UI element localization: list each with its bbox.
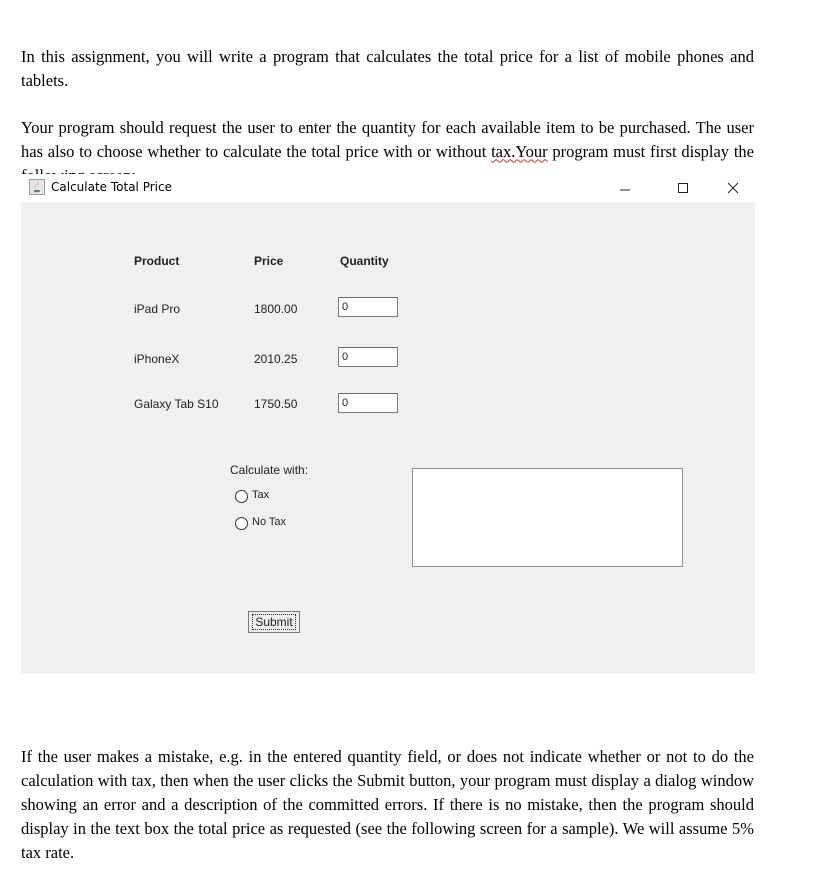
total-price-output[interactable] <box>412 468 683 567</box>
calculate-with-label: Calculate with: <box>230 463 309 477</box>
product-name-ipad: iPad Pro <box>134 302 181 316</box>
close-button[interactable] <box>721 176 745 200</box>
no-tax-radio-label: No Tax <box>252 516 287 528</box>
quantity-input-galaxy[interactable] <box>338 393 398 413</box>
no-tax-radio[interactable] <box>235 517 248 530</box>
minimize-icon <box>619 182 631 194</box>
tax-radio[interactable] <box>235 490 248 503</box>
close-icon <box>727 182 739 194</box>
tax-radio-label: Tax <box>252 489 270 501</box>
spellcheck-error-text: tax.Your <box>491 141 548 161</box>
header-quantity: Quantity <box>340 254 389 268</box>
intro-paragraph-1: In this assignment, you will write a program that calculates the total price for a list of mobile phones and tablets. <box>21 46 754 90</box>
window-title: Calculate Total Price <box>51 180 172 194</box>
quantity-input-iphone[interactable] <box>338 347 398 367</box>
header-product: Product <box>134 254 180 268</box>
maximize-icon <box>677 182 689 194</box>
minimize-button[interactable] <box>613 176 637 200</box>
intro-paragraph-2-end: program must first display the <box>552 141 754 161</box>
product-price-ipad: 1800.00 <box>254 302 298 316</box>
intro-paragraph-2-start: Your program should request the user to enter the quantity for each available item to be purchased. The user has also to choose whether to calculate the total price with or without <box>21 117 754 161</box>
maximize-button[interactable] <box>671 176 695 200</box>
header-price: Price <box>254 254 284 268</box>
product-name-iphone: iPhoneX <box>134 352 180 366</box>
java-icon <box>29 179 45 195</box>
product-name-galaxy: Galaxy Tab S10 <box>134 397 219 411</box>
submit-button[interactable] <box>248 611 300 633</box>
quantity-input-ipad[interactable] <box>338 297 398 317</box>
submit-button-label: Submit <box>252 614 295 630</box>
product-price-iphone: 2010.25 <box>254 352 298 366</box>
window-content <box>21 202 755 674</box>
window-title-bar <box>21 174 755 202</box>
product-price-galaxy: 1750.50 <box>254 397 298 411</box>
outro-paragraph: If the user makes a mistake, e.g. in the entered quantity field, or does not indicate whether or not to do the calculation with tax, then when the user clicks the Submit button, your program must display a dialog window showing an error and a description of the committed errors. If there is no mistake, then the program should display in the text box the total price as requested (see the following screen for a sample). We will assume 5% tax rate. <box>21 746 754 862</box>
